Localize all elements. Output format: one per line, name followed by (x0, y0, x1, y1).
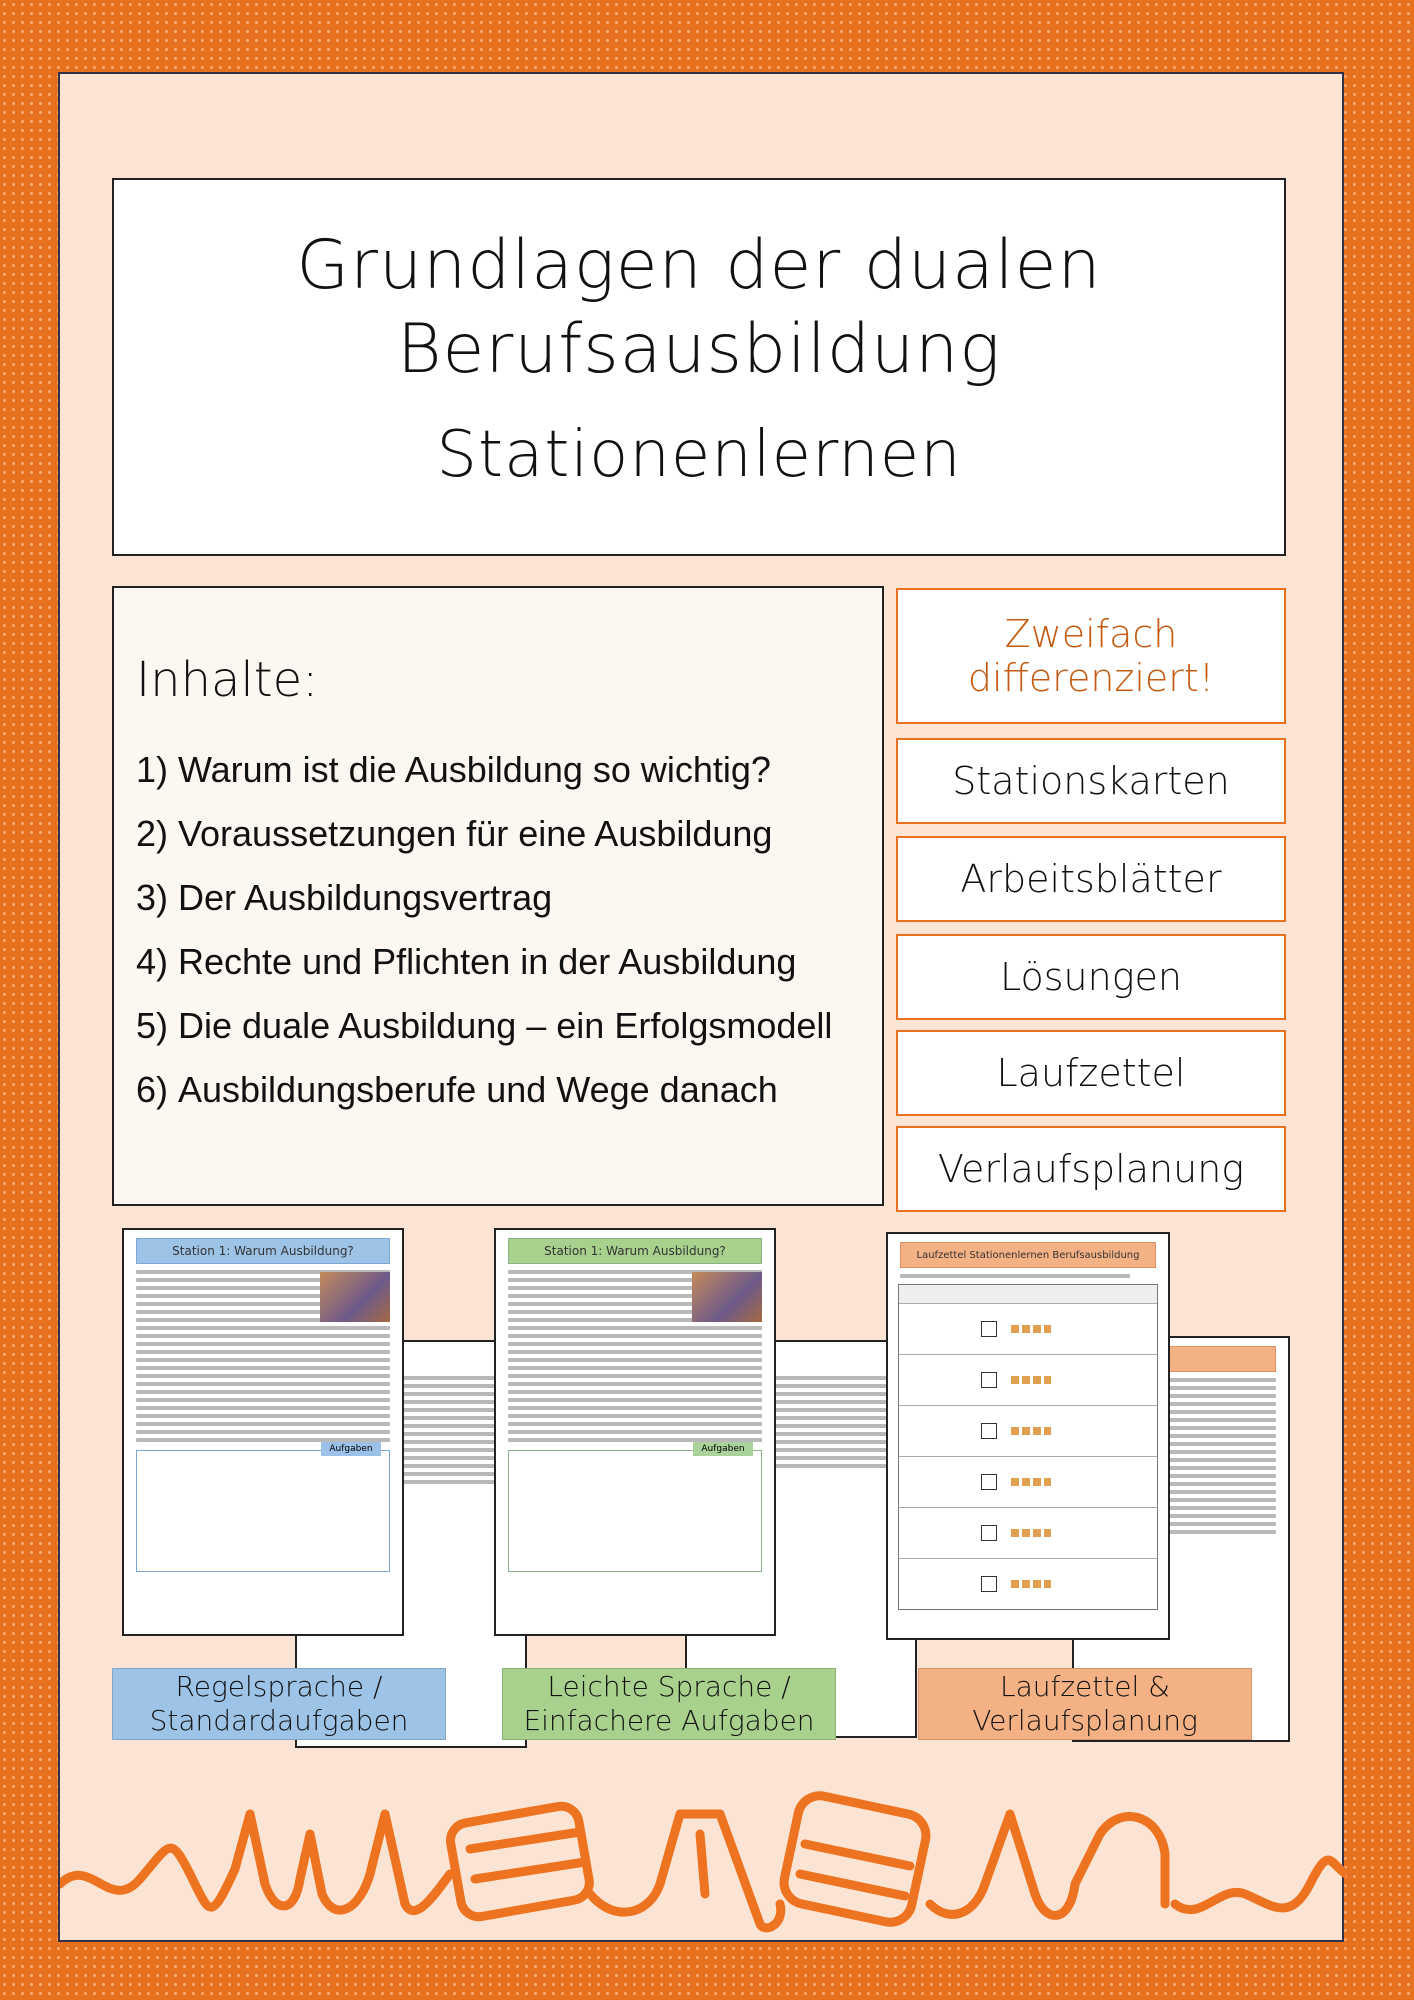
laufzettel-table (898, 1284, 1158, 1610)
item-text: Die duale Ausbildung – ein Erfolgsmodell (178, 1005, 833, 1046)
item-number: 1) (136, 749, 169, 790)
list-item (136, 808, 882, 859)
label-laufzettel: Laufzettel & Verlaufsplanung (918, 1668, 1252, 1740)
table-row (899, 1559, 1157, 1609)
item-text: Der Ausbildungsvertrag (178, 877, 553, 918)
preview-sheet-easy (494, 1228, 776, 1636)
label-standard: Regelsprache / Standardaufgaben (112, 1668, 446, 1740)
title-line-2: Berufsausbildung (396, 310, 1002, 389)
feature-verlaufsplanung: Verlaufsplanung (896, 1126, 1286, 1212)
list-item (136, 744, 882, 795)
item-text: Rechte und Pflichten in der Ausbildung (178, 941, 797, 982)
page-subtitle: Stationenlernen (436, 418, 962, 492)
page (58, 72, 1344, 1942)
title-line-1: Grundlagen der dualen (296, 226, 1102, 305)
contents-heading: Inhalte: (136, 652, 319, 708)
item-text: Voraussetzungen für eine Ausbildung (178, 813, 773, 854)
label-easy: Leichte Sprache / Einfachere Aufgaben (502, 1668, 836, 1740)
feature-laufzettel: Laufzettel (896, 1030, 1286, 1116)
list-item (136, 872, 882, 923)
item-number: 2) (136, 813, 169, 854)
item-text: Ausbildungsberufe und Wege danach (178, 1069, 778, 1110)
sheet-task-box (508, 1444, 762, 1572)
feature-stationskarten: Stationskarten (896, 738, 1286, 824)
table-row (899, 1304, 1157, 1355)
sheet-photo (320, 1272, 390, 1322)
sheet-photo (692, 1272, 762, 1322)
table-row (899, 1406, 1157, 1457)
table-row (899, 1508, 1157, 1559)
differentiated-badge: Zweifach differenziert! (896, 588, 1286, 724)
sheet-header: Station 1: Warum Ausbildung? (508, 1238, 762, 1264)
school-supplies-doodle-icon (60, 1774, 1346, 1944)
preview-sheet-laufzettel (886, 1232, 1170, 1640)
table-row (899, 1457, 1157, 1508)
item-number: 4) (136, 941, 169, 982)
list-item (136, 936, 882, 987)
item-text: Warum ist die Ausbildung so wichtig? (178, 749, 771, 790)
table-row (899, 1355, 1157, 1406)
contents-list (136, 744, 882, 1115)
item-number: 5) (136, 1005, 169, 1046)
title-box (112, 178, 1286, 556)
list-item (136, 1064, 882, 1115)
contents-box (112, 586, 884, 1206)
sheet-header: Laufzettel Stationenlernen Berufsausbildung (900, 1242, 1156, 1268)
task-tag: Aufgaben (321, 1442, 381, 1456)
sheet-header: Station 1: Warum Ausbildung? (136, 1238, 390, 1264)
feature-loesungen: Lösungen (896, 934, 1286, 1020)
item-number: 6) (136, 1069, 169, 1110)
page-title (114, 224, 1284, 392)
feature-arbeitsblaetter: Arbeitsblätter (896, 836, 1286, 922)
sheet-task-box (136, 1444, 390, 1572)
list-item (136, 1000, 882, 1051)
task-tag: Aufgaben (693, 1442, 753, 1456)
item-number: 3) (136, 877, 169, 918)
preview-sheet-standard (122, 1228, 404, 1636)
